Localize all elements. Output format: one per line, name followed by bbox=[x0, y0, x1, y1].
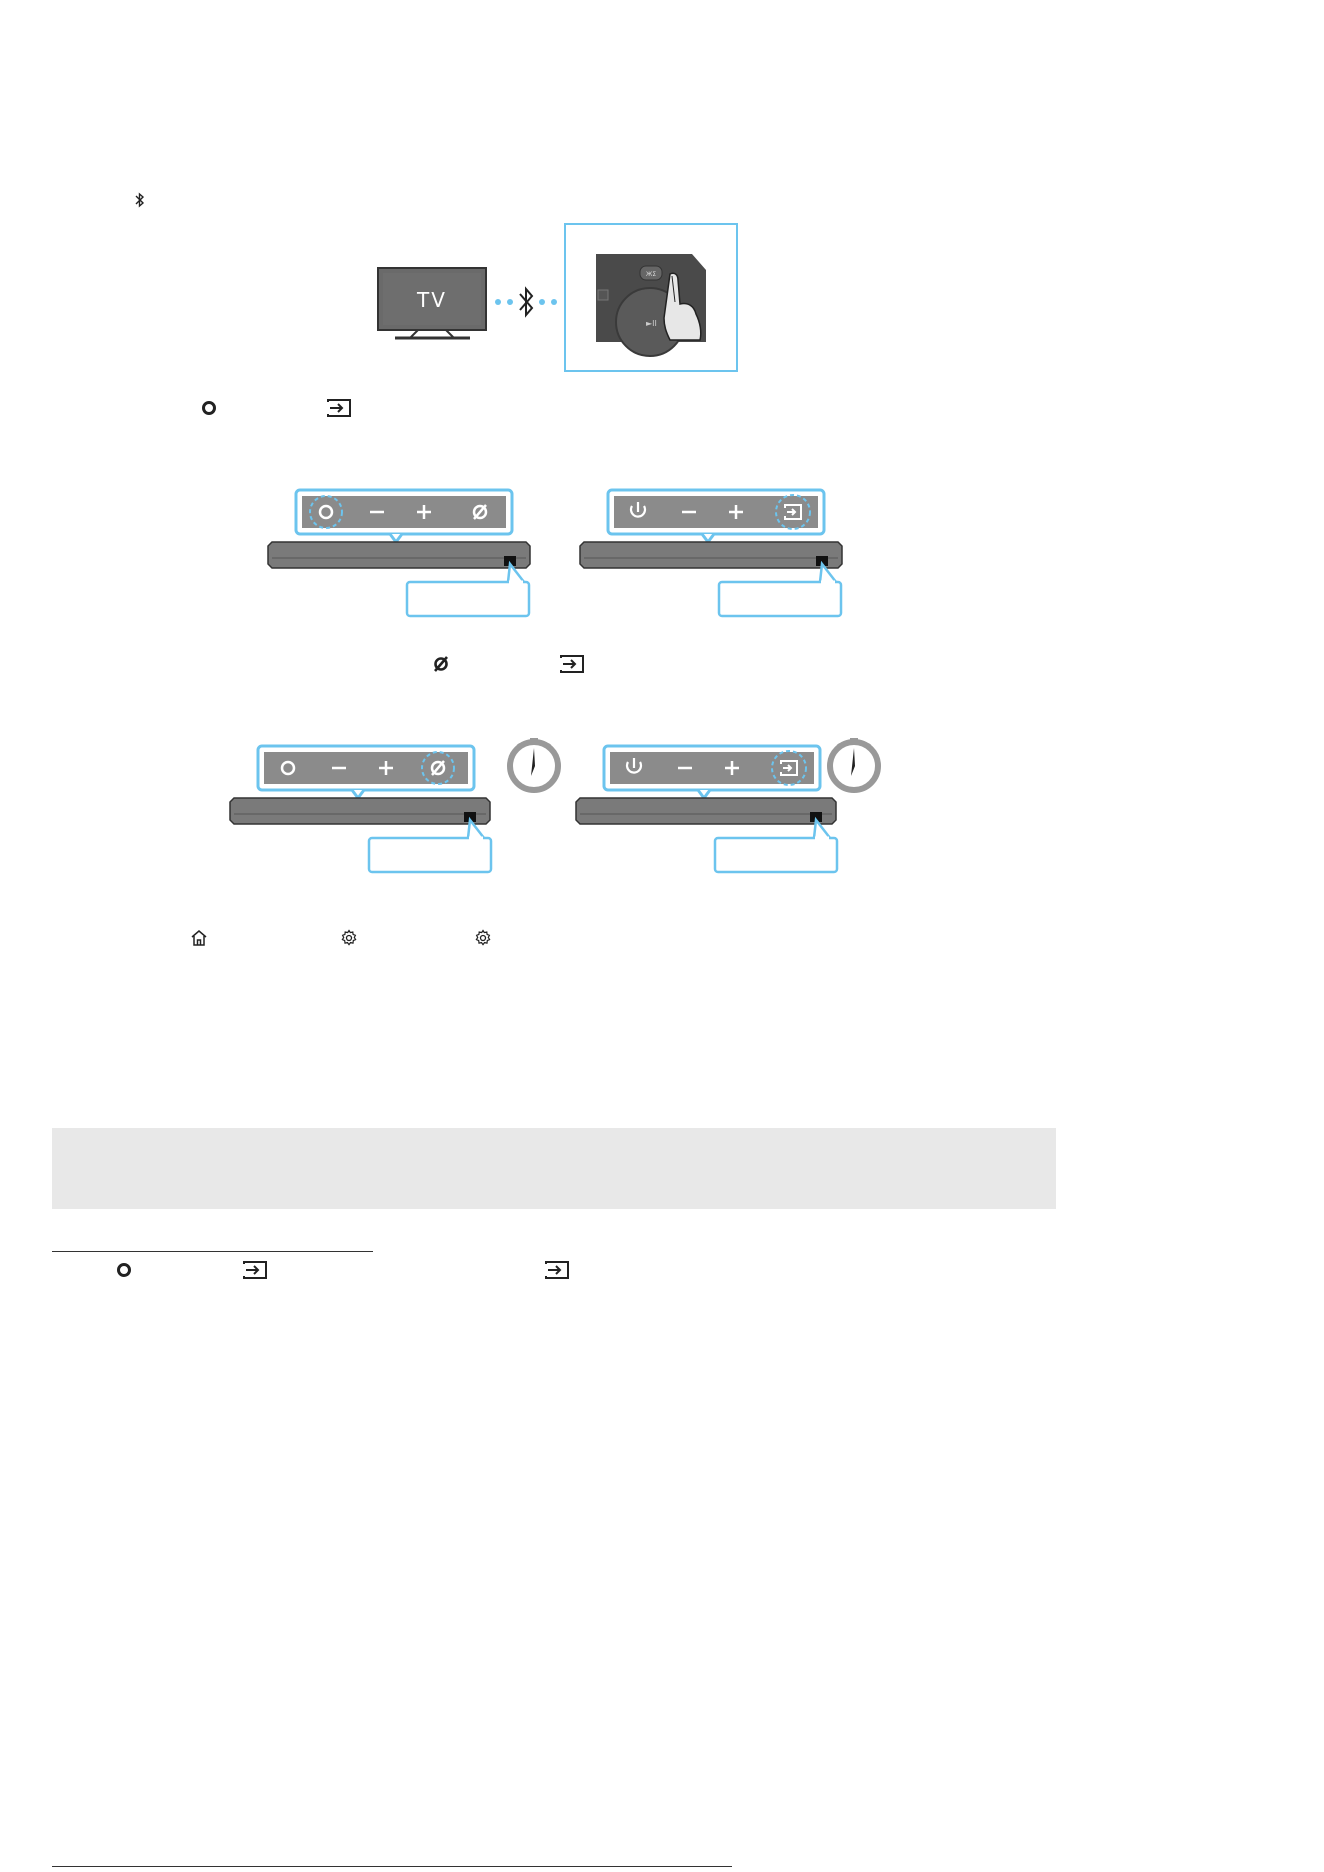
soundbar-right bbox=[580, 490, 842, 616]
tv-icon bbox=[378, 268, 486, 338]
gear-icon bbox=[474, 929, 492, 947]
section-divider bbox=[52, 1251, 373, 1252]
tv-bluetooth-illustration bbox=[370, 222, 740, 374]
note-box bbox=[52, 1128, 1056, 1209]
power-dot-icon bbox=[116, 1262, 132, 1278]
power-dot-icon bbox=[201, 400, 217, 416]
stopwatch-icon bbox=[830, 738, 878, 790]
gear-icon bbox=[340, 929, 358, 947]
home-icon bbox=[190, 929, 208, 947]
svg-text:►II: ►II bbox=[646, 319, 657, 328]
mute-circle-icon bbox=[432, 655, 450, 673]
soundbar-left bbox=[230, 746, 491, 872]
soundbar-left bbox=[268, 490, 530, 616]
soundbar-pair-illustration-1 bbox=[262, 484, 852, 624]
remote-control-image bbox=[596, 254, 706, 356]
tv-label: TV bbox=[417, 288, 447, 312]
source-input-icon bbox=[242, 1260, 268, 1280]
bluetooth-icon bbox=[520, 289, 532, 315]
source-input-icon bbox=[544, 1260, 570, 1280]
footer-rule bbox=[52, 1866, 732, 1867]
source-input-icon bbox=[559, 654, 585, 674]
soundbar-pair-illustration-2 bbox=[224, 724, 884, 880]
bluetooth-icon bbox=[133, 192, 147, 208]
svg-text:ЖΣ: ЖΣ bbox=[645, 271, 657, 278]
source-input-icon bbox=[326, 398, 352, 418]
stopwatch-icon bbox=[510, 738, 558, 790]
soundbar-right bbox=[576, 746, 837, 872]
